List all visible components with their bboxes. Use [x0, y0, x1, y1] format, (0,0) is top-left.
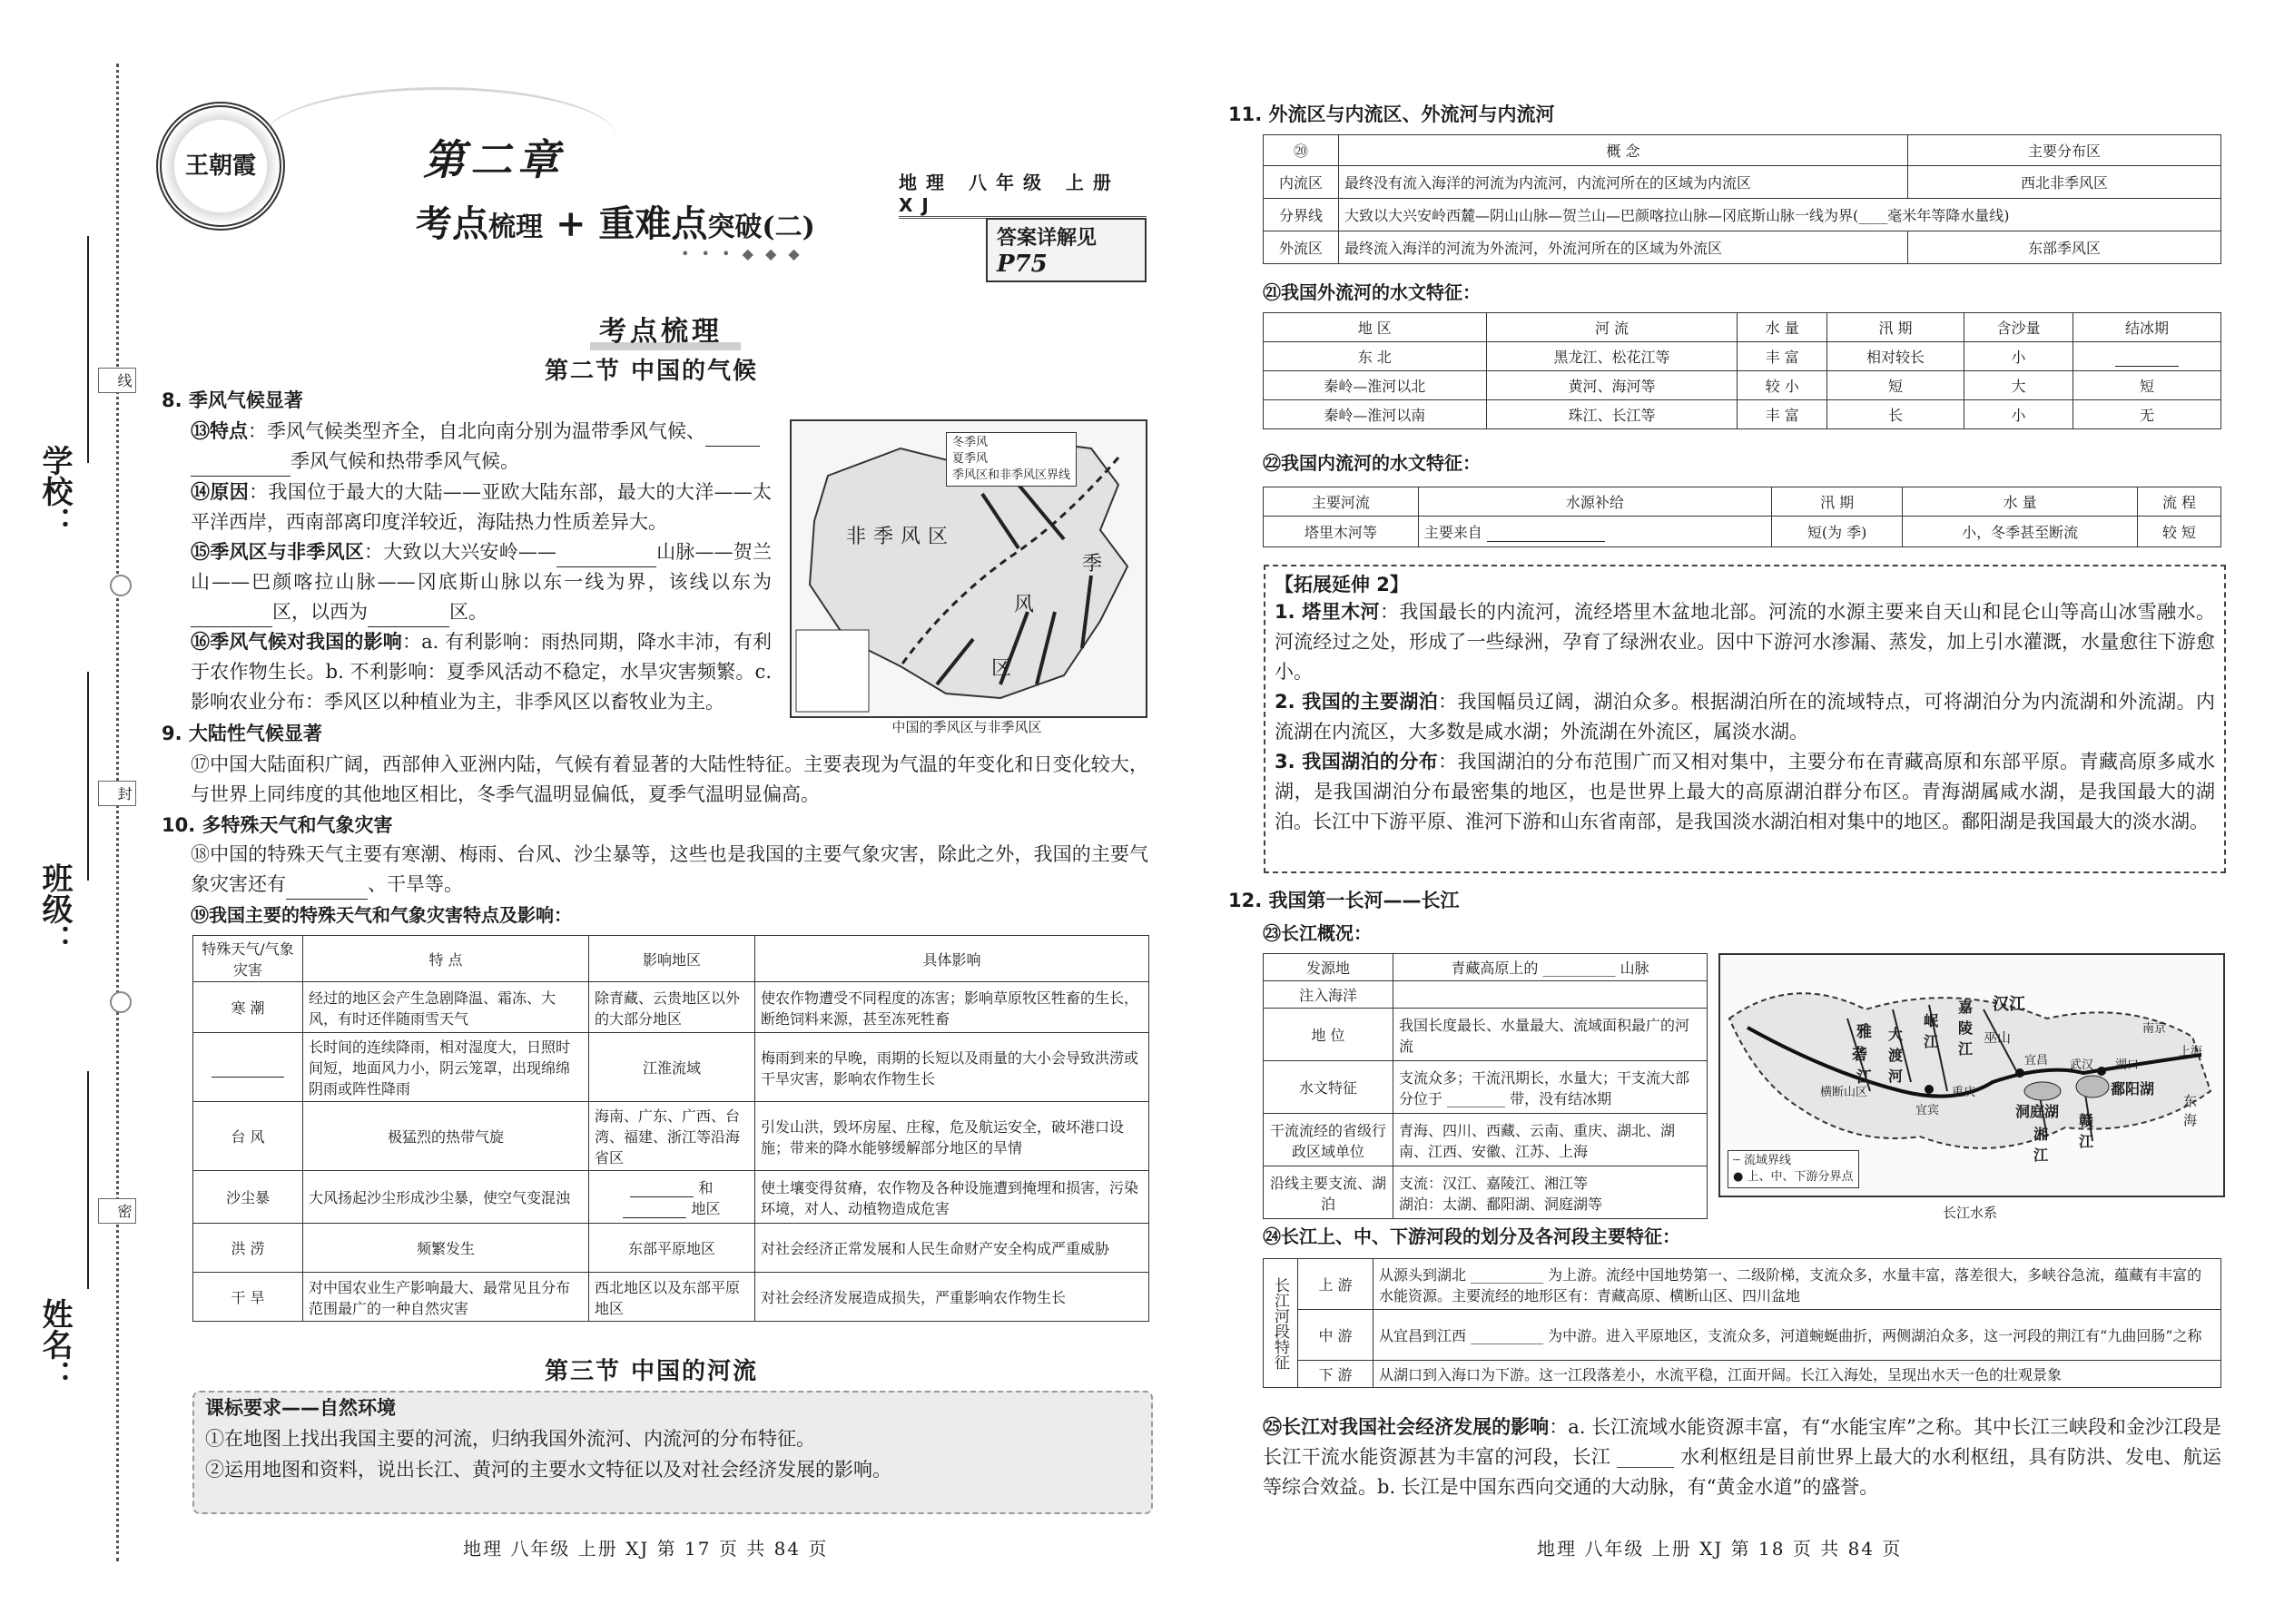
label-non-monsoon: 非季风区	[846, 526, 956, 548]
table-cell: 黄河、海河等	[1486, 371, 1738, 400]
decorative-dots: • • • ◆ ◆ ◆	[681, 245, 803, 262]
right-page	[1147, 0, 2294, 1624]
label-donghai: 东海	[2183, 1093, 2198, 1128]
label-yichang: 宜昌	[2024, 1054, 2049, 1068]
answer-reference: 答案详解见 P75	[986, 218, 1147, 282]
label-yibin: 宜宾	[1915, 1104, 1940, 1117]
table-22	[1263, 487, 2221, 547]
table-header: 地 区	[1264, 313, 1487, 342]
table-cell: 长	[1826, 400, 1964, 429]
label-yalong: 砻	[1852, 1046, 1867, 1064]
label-yalong: 雅	[1856, 1023, 1872, 1041]
table-row	[193, 1273, 1149, 1322]
table-21	[1263, 312, 2221, 429]
curriculum-box	[192, 1391, 1153, 1514]
table-cell: 江淮流域	[589, 1033, 755, 1102]
table-row	[193, 1171, 1149, 1224]
point-13: ⑬特点：季风气候类型齐全，自北向南分别为温带季风气候、 季风气候和热带季风气候。	[191, 416, 772, 477]
section-title: 第二节 中国的气候	[545, 358, 759, 385]
table-cell: 小，冬季甚至断流	[1903, 517, 2138, 547]
table-cell: 地 位	[1264, 1009, 1393, 1061]
table-cell: 注入海洋	[1264, 981, 1393, 1009]
label-hengduan: 横断山区	[1820, 1086, 1868, 1099]
table-header: 水源补给	[1418, 487, 1771, 517]
table-cell: 上 游	[1298, 1259, 1373, 1310]
map-caption: 长江水系	[1942, 1205, 1997, 1221]
table-row	[1264, 199, 2221, 231]
extension-item: 2. 我国的主要湖泊：我国幅员辽阔，湖泊众多。根据湖泊所在的流域特点，可将湖泊分为内流湖和外流湖。内流湖在内流区，大多数是咸水湖；外流湖在外流区，属淡水湖。	[1275, 691, 2215, 743]
table-cell: 大	[1964, 371, 2073, 400]
heading-10: 10. 多特殊天气和气象灾害	[162, 814, 393, 836]
table-cell: 丰 富	[1738, 400, 1826, 429]
label-hanjiang: 汉江	[1993, 995, 2025, 1014]
table-header: 水 量	[1903, 487, 2138, 517]
table-row	[193, 1033, 1149, 1102]
table-cell: 干流流经的省级行政区域单位	[1264, 1114, 1393, 1166]
seal-char: 线	[98, 368, 136, 393]
table-cell: 珠江、长江等	[1486, 400, 1738, 429]
table-header: 特殊天气/气象灾害	[193, 936, 303, 982]
point-15: ⑮季风区与非季风区：大致以大兴安岭—— 山脉——贺兰山——巴颜喀拉山脉——冈底斯山脉以东一线为界，该线以东为区，以西为 区。	[191, 536, 772, 627]
table-cell: 干 旱	[193, 1273, 303, 1322]
table-cell: 青藏高原上的 __________ 山脉	[1393, 954, 1708, 981]
legend-boundary: 季风区和非季风区界线	[952, 468, 1071, 482]
table-header: 主要分布区	[1908, 135, 2221, 166]
extension-box	[1264, 565, 2226, 873]
table-cell: 对社会经济发展造成损失，严重影响农作物生长	[755, 1273, 1149, 1322]
table-cell: 洪 涝	[193, 1224, 303, 1273]
table-cell: 小	[1964, 342, 2073, 371]
yangtze-map	[1718, 953, 2225, 1197]
legend-division-point: ● 上、中、下游分界点	[1733, 1170, 1854, 1184]
table-cell: 分界线	[1264, 199, 1339, 231]
table-cell: 秦岭—淮河以南	[1264, 400, 1487, 429]
extension-item: 1. 塔里木河：我国最长的内流河，流经塔里木盆地北部。河流的水源主要来自天山和昆仑山等高山冰雪融水。河流经过之处，形成了一些绿洲，孕育了绿洲农业。因中下游河水渗漏、蒸发，加上引水灌溉，水量愈往下游愈小。	[1275, 601, 2215, 683]
table-cell: 从宜昌到江西 __________ 为中游。进入平原地区，支流众多，河道蜿蜒曲折，两侧湖泊众多，这一河段的荆江有“九曲回肠”之称	[1373, 1310, 2221, 1361]
table-cell: 青海、四川、西藏、云南、重庆、湖北、湖南、江西、安徽、江苏、上海	[1393, 1114, 1708, 1166]
school-field[interactable]	[87, 236, 89, 463]
table-cell: 台 风	[193, 1102, 303, 1171]
point-18: ⑱中国的特殊天气主要有寒潮、梅雨、台风、沙尘暴等，这些也是我国的主要气象灾害，除此之外，我国的主要气象灾害还有 、干旱等。	[191, 840, 1148, 900]
table-cell: 从源头到湖北 __________ 为上游。流经中国地势第一、二级阶梯，支流众多，水量丰富，落差很大，多峡谷急流，蕴藏有丰富的水能资源。主要流经的地形区有：青藏高原、横断山区、四川盆地	[1373, 1259, 2221, 1310]
map-caption: 中国的季风区与非季风区	[891, 719, 1042, 735]
table-header-row	[1264, 135, 2221, 166]
class-label: 班级：	[36, 862, 73, 955]
table-row	[1264, 1166, 1708, 1219]
table-cell: 频繁发生	[303, 1224, 589, 1273]
table-cell: 寒 潮	[193, 982, 303, 1033]
table-cell: 秦岭—淮河以北	[1264, 371, 1487, 400]
table-cell: 支流：汉江、嘉陵江、湘江等 湖泊：太湖、鄱阳湖、洞庭湖等	[1393, 1166, 1708, 1219]
legend-basin-line: ┄ 流域界线	[1733, 1154, 1791, 1167]
table-cell: 黑龙江、松花江等	[1486, 342, 1738, 371]
label-yalong: 江	[1856, 1068, 1872, 1087]
map-legend	[1728, 1150, 1859, 1188]
circle-mark	[110, 575, 132, 596]
table-cell: 下 游	[1298, 1361, 1373, 1388]
point-24: ㉔长江上、中、下游河段的划分及各河段主要特征：	[1263, 1225, 1680, 1247]
page-footer: 地理 八年级 上册 XJ 第 18 页 共 84 页	[1537, 1538, 1903, 1560]
table-cell: 最终没有流入海洋的河流为内流河，内流河所在的区域为内流区	[1339, 166, 1908, 199]
table-cell: 发源地	[1264, 954, 1393, 981]
table-cell: 最终流入海洋的河流为外流河，外流河所在的区域为外流区	[1339, 231, 1908, 264]
table-row	[1264, 1310, 2221, 1361]
table-header: 河 流	[1486, 313, 1738, 342]
weather-table	[192, 935, 1149, 1322]
point-14: ⑭原因：我国位于最大的大陆——亚欧大陆东部，最大的大洋——太平洋西岸，西南部离印度洋较近，海陆热力性质差异大。	[191, 480, 773, 533]
table-cell: 支流众多；干流汛期长，水量大；干支流大部分位于 ________ 带，没有结冰期	[1393, 1061, 1708, 1114]
table-cell-sandstorm-areas: 和 地区	[589, 1171, 755, 1224]
curriculum-title: 课标要求——自然环境	[205, 1397, 396, 1419]
point-21: ㉑我国外流河的水文特征：	[1263, 281, 1481, 303]
table-cell: 海南、广东、广西、台湾、福建、浙江等沿海省区	[589, 1102, 755, 1171]
table-cell: 东部季风区	[1908, 231, 2221, 264]
table-row	[1264, 517, 2221, 547]
book-meta: 地理 八年级 上册 XJ	[899, 168, 1147, 219]
name-field[interactable]	[87, 1071, 89, 1289]
heading-9: 9. 大陆性气候显著	[162, 723, 322, 744]
table-cell: 小	[1964, 400, 2073, 429]
page-subtitle: 考点梳理 + 重难点突破(二)	[416, 202, 815, 245]
name-label: 姓名：	[36, 1298, 73, 1391]
table-cell: ⑳	[1264, 135, 1339, 166]
curriculum-item: ①在地图上找出我国主要的河流，归纳我国外流河、内流河的分布特征。	[205, 1428, 815, 1450]
school-label: 学校：	[36, 445, 73, 537]
table-cell: 使农作物遭受不同程度的冻害；影响草原牧区牲畜的生长，断绝饲料来源，甚至冻死牲畜	[755, 982, 1149, 1033]
label-shanghai: 上海	[2179, 1045, 2203, 1058]
table-row	[1264, 231, 2221, 264]
table-cell-blank	[1393, 981, 1708, 1009]
table-cell: 塔里木河等	[1264, 517, 1419, 547]
point-23: ㉓长江概况：	[1263, 922, 1372, 944]
table-cell: 使土壤变得贫瘠，农作物及各种设施遭到掩埋和损害，污染环境，对人、动植物造成危害	[755, 1171, 1149, 1224]
table-cell: 引发山洪，毁坏房屋、庄稼，危及航运安全，破坏港口设施；带来的降水能够缓解部分地区的旱情	[755, 1102, 1149, 1171]
table-cell: 内流区	[1264, 166, 1339, 199]
table-side-label: 长江河段特征	[1264, 1259, 1298, 1388]
extension-item: 3. 我国湖泊的分布：我国湖泊的分布范围广而又相对集中，主要分布在青藏高原和东部平原。青藏高原多咸水湖，是我国湖泊分布最密集的地区，也是世界上最大的高原湖泊群分布区。青海湖属咸水湖，是我国最大的湖泊。长江中下游平原、淮河下游和山东省南部，是我国淡水湖泊相对集中的地区。鄱阳湖是我国最大的淡水湖。	[1275, 751, 2215, 832]
table-row	[1264, 1114, 1708, 1166]
label-feng: 风	[1014, 594, 1035, 616]
table-header-row	[193, 936, 1149, 982]
chapter-title: 第二章	[423, 135, 565, 184]
label-dongting: 洞庭湖	[2015, 1103, 2060, 1120]
table-cell: 较 小	[1738, 371, 1826, 400]
extension-title: 【拓展延伸 2】	[1275, 574, 1409, 595]
table-cell-blank	[193, 1033, 303, 1102]
table-header-row	[1264, 487, 2221, 517]
table-row	[193, 982, 1149, 1033]
table-header: 结冰期	[2072, 313, 2220, 342]
label-qu: 区	[991, 657, 1012, 680]
table-row	[1264, 166, 2221, 199]
label-jialing: 嘉陵江	[1958, 999, 1974, 1058]
label-hukou: 湖口	[2115, 1058, 2140, 1072]
label-dadu: 大渡河	[1888, 1026, 1904, 1085]
label-minjiang: 岷江	[1924, 1012, 1939, 1050]
table-cell: 无	[2072, 400, 2220, 429]
table-cell: 我国长度最长、水量最大、流域面积最广的河流	[1393, 1009, 1708, 1061]
kaodian-title: 考点梳理	[599, 309, 723, 349]
table-cell: 西北地区以及东部平原地区	[589, 1273, 755, 1322]
point-25: ㉕长江对我国社会经济发展的影响：a. 长江流域水能资源丰富，有“水能宝库”之称。其中长江三峡段和金沙江段是长江干流水能资源甚为丰富的河段，长江 ______ 水利枢纽是目前世界上最大的水利枢纽，具有防洪、发电、航运等综合效益。b. 长江是中国东西向交通的大动脉，有“黄金水道”的盛誉。	[1263, 1416, 2222, 1498]
table-cell: 对中国农业生产影响最大、最常见且分布范围最广的一种自然灾害	[303, 1273, 589, 1322]
table-header: 影响地区	[589, 936, 755, 982]
table-cell: 主要来自	[1418, 517, 1771, 547]
table-cell: 中 游	[1298, 1310, 1373, 1361]
table-cell: 短	[1826, 371, 1964, 400]
table-header: 具体影响	[755, 936, 1149, 982]
table-header: 特 点	[303, 936, 589, 982]
table-cell: 短(为 季)	[1772, 517, 1903, 547]
table-row	[1264, 1361, 2221, 1388]
table-cell: 大致以大兴安岭西麓—阴山山脉—贺兰山—巴颜喀拉山脉—冈底斯山脉一线为界(____毫米年等降水量线)	[1339, 199, 2221, 231]
table-row	[193, 1224, 1149, 1273]
table-20	[1263, 134, 2221, 264]
table-row	[1264, 981, 1708, 1009]
seal-char: 封	[98, 781, 136, 806]
table-row	[1264, 342, 2221, 371]
table-cell: 除青藏、云贵地区以外的大部分地区	[589, 982, 755, 1033]
table-23	[1263, 953, 1708, 1219]
table-row	[1264, 1061, 1708, 1114]
heading-12: 12. 我国第一长河——长江	[1228, 890, 1460, 911]
table-cell: 梅雨到来的早晚，雨期的长短以及雨量的大小会导致洪涝或干旱灾害，影响农作物生长	[755, 1033, 1149, 1102]
class-field[interactable]	[87, 672, 89, 881]
table-cell: 东部平原地区	[589, 1224, 755, 1273]
table-header: 概 念	[1339, 135, 1908, 166]
logo-text: 王朝霞	[184, 153, 256, 180]
table-row	[1264, 1009, 1708, 1061]
curriculum-item: ②运用地图和资料，说出长江、黄河的主要水文特征以及对社会经济发展的影响。	[205, 1459, 891, 1481]
table-cell: 西北非季风区	[1908, 166, 2221, 199]
table-cell: 对社会经济正常发展和人民生命财产安全构成严重威胁	[755, 1224, 1149, 1273]
table-cell: 东 北	[1264, 342, 1487, 371]
label-chongqing: 重庆	[1952, 1086, 1976, 1099]
page-footer: 地理 八年级 上册 XJ 第 17 页 共 84 页	[463, 1538, 829, 1560]
label-poyang: 鄱阳湖	[2111, 1080, 2155, 1097]
label-xiangjiang: 湘江	[2033, 1126, 2049, 1164]
heading-11: 11. 外流区与内流区、外流河与内流河	[1228, 103, 1555, 125]
table-cell: 较 短	[2138, 517, 2221, 547]
table-cell: 大风扬起沙尘形成沙尘暴，使空气变混浊	[303, 1171, 589, 1224]
table-row	[1264, 400, 2221, 429]
table-cell-blank	[2072, 342, 2220, 371]
legend-winter: 冬季风	[952, 436, 989, 449]
monsoon-map	[790, 419, 1147, 718]
legend-summer: 夏季风	[952, 452, 989, 466]
table-cell: 丰 富	[1738, 342, 1826, 371]
table-cell: 极猛烈的热带气旋	[303, 1102, 589, 1171]
table-cell: 水文特征	[1264, 1061, 1393, 1114]
table-cell: 外流区	[1264, 231, 1339, 264]
seal-char: 密	[98, 1198, 136, 1224]
table-cell: 相对较长	[1826, 342, 1964, 371]
point-16: ⑯季风气候对我国的影响：a. 有利影响：雨热同期，降水丰沛，有利于农作物生长。b. 不利影响：夏季风活动不稳定，水旱灾害频繁。c. 影响农业分布：季风区以种植业为主，非季风区以畜牧业为主。	[191, 630, 773, 713]
point-22: ㉒我国内流河的水文特征：	[1263, 452, 1481, 474]
table-cell: 沙尘暴	[193, 1171, 303, 1224]
table-header: 流 程	[2138, 487, 2221, 517]
table-cell: 短	[2072, 371, 2220, 400]
label-ji: 季	[1082, 553, 1103, 576]
table-row	[1264, 954, 1708, 981]
table-row	[1264, 371, 2221, 400]
label-ganjiang: 赣江	[2079, 1112, 2094, 1150]
label-nanjing: 南京	[2142, 1022, 2167, 1036]
table-row	[1264, 1259, 2221, 1310]
section-title: 第三节 中国的河流	[545, 1358, 759, 1385]
binding-line	[116, 64, 119, 1561]
label-wuhan: 武汉	[2070, 1058, 2094, 1072]
label-wushan: 巫山	[1984, 1029, 2012, 1046]
point-17: ⑰中国大陆面积广阔，西部伸入亚洲内陆，气候有着显著的大陆性特征。主要表现为气温的年变化和日变化较大，与世界上同纬度的其他地区相比，冬季气温明显偏低，夏季气温明显偏高。	[191, 753, 1148, 805]
table-row	[193, 1102, 1149, 1171]
table-cell: 从湖口到入海口为下游。这一江段落差小，水流平稳，江面开阔。长江入海处，呈现出水天一色的壮观景象	[1373, 1361, 2221, 1388]
table-cell: 沿线主要支流、湖泊	[1264, 1166, 1393, 1219]
heading-8: 8. 季风气候显著	[162, 389, 303, 411]
table-header: 汛 期	[1772, 487, 1903, 517]
table-cell: 长时间的连续降雨，相对湿度大，日照时间短，地面风力小，阴云笼罩，出现绵绵阴雨或阵性降雨	[303, 1033, 589, 1102]
map-legend	[946, 432, 1077, 487]
table-header: 水 量	[1738, 313, 1826, 342]
table-header-row	[1264, 313, 2221, 342]
table-header: 含沙量	[1964, 313, 2073, 342]
table-header: 主要河流	[1264, 487, 1419, 517]
circle-mark	[110, 991, 132, 1013]
table-24	[1263, 1258, 2221, 1388]
point-19: ⑲我国主要的特殊天气和气象灾害特点及影响：	[191, 904, 572, 926]
table-cell: 经过的地区会产生急剧降温、霜冻、大风，有时还伴随雨雪天气	[303, 982, 589, 1033]
table-header: 汛 期	[1826, 313, 1964, 342]
